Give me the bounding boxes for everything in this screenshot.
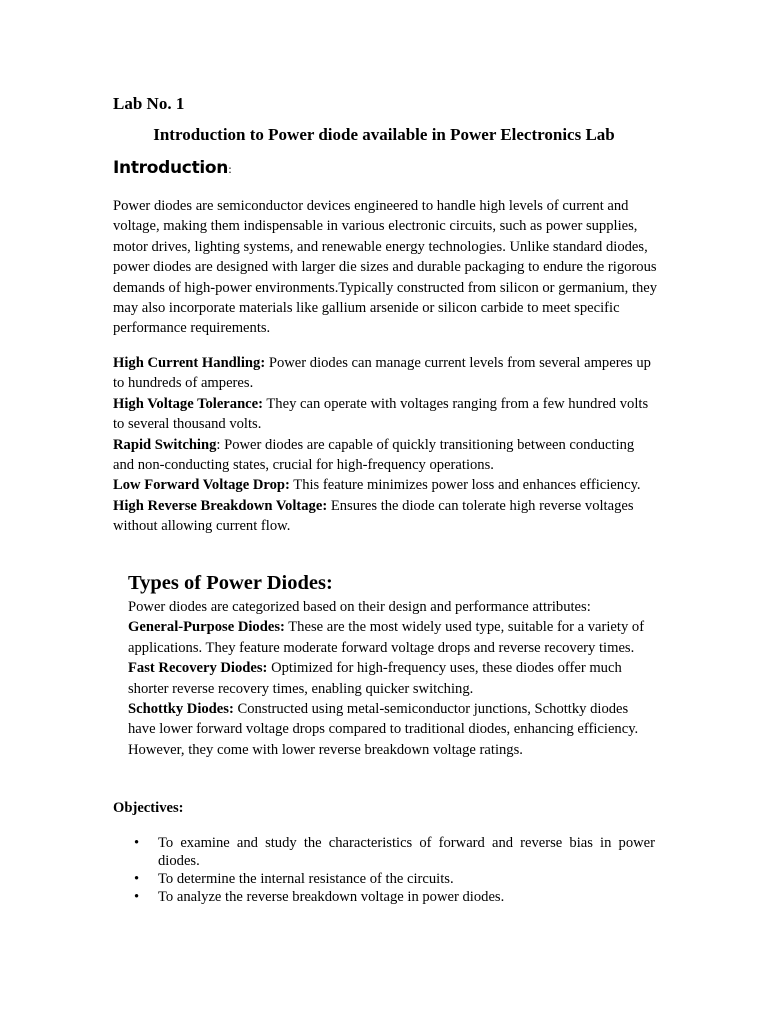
feature-text-current: Power diodes can manage current levels from several amperes up to hundreds of amperes. <box>113 355 651 392</box>
feature-term-reverse-breakdown: High Reverse Breakdown Voltage: <box>113 497 328 514</box>
bullet-icon: • <box>134 889 140 905</box>
feature-term-voltage: High Voltage Tolerance: <box>113 395 263 412</box>
type-text-general-purpose: These are the most widely used type, suitable for a variety of applications. They feature moderate forward voltage drops and reverse recovery times. <box>128 619 645 656</box>
list-item <box>113 888 655 906</box>
bullet-icon: • <box>134 835 140 851</box>
type-general-purpose <box>128 617 658 658</box>
lab-number: Lab No. 1 <box>113 94 185 113</box>
introduction-heading <box>113 156 232 182</box>
feature-term-current: High Current Handling: <box>113 355 266 371</box>
features-paragraph <box>113 353 658 537</box>
feature-text-forward-drop: This feature minimizes power loss and enhances efficiency. <box>289 477 656 494</box>
types-heading: Types of Power Diodes: <box>128 572 333 594</box>
feature-term-switching: Rapid Switching <box>113 436 217 453</box>
objective-text: To determine the internal resistance of the circuits. <box>158 871 454 887</box>
objective-text: To analyze the reverse breakdown voltage in power diodes. <box>158 889 505 905</box>
type-text-fast-recovery: Optimized for high-frequency uses, these diodes offer much shorter reverse recovery times, enabling quicker switching. <box>128 660 622 697</box>
objectives-list <box>113 834 655 906</box>
type-term-schottky: Schottky Diodes: <box>128 701 234 718</box>
objective-text: To examine and study the characteristics of forward and reverse bias in power diodes. <box>158 835 655 869</box>
feature-text-reverse-breakdown: Ensures the diode can tolerate high reverse voltages without allowing current flow. <box>113 497 634 535</box>
bullet-icon: • <box>134 871 140 887</box>
types-section <box>128 570 658 760</box>
type-term-general-purpose: General-Purpose Diodes: <box>128 619 285 636</box>
feature-text-switching: : Power diodes are capable of quickly transitioning between conducting and non-conducting states, crucial for high-frequency operations. <box>113 436 635 474</box>
type-text-schottky: Constructed using metal-semiconductor junctions, Schottky diodes have lower forward voltage drops compared to traditional diodes, enhancing efficiency. However, they come with lower reverse breakdown voltage ratings. <box>128 701 639 758</box>
type-schottky <box>128 699 658 760</box>
introduction-paragraph: Power diodes are semiconductor devices engineered to handle high levels of current and voltage, making them indispensable in various electronic circuits, such as power supplies, motor drives, lighting systems, and renewable energy technologies. Unlike standard diodes, power diodes are designed with larger die sizes and durable packaging to endure the rigorous demands of high-power environments.Typically constructed from silicon or germanium, they may also incorporate materials like gallium arsenide or silicon carbide to meet specific performance requirements. <box>113 198 658 337</box>
introduction-heading-text: Introduction <box>113 158 229 178</box>
list-item <box>113 870 655 888</box>
type-term-fast-recovery: Fast Recovery Diodes: <box>128 660 268 677</box>
introduction-heading-colon: : <box>228 163 232 176</box>
feature-term-forward-drop: Low Forward Voltage Drop: <box>113 477 290 494</box>
objectives-heading: Objectives: <box>113 800 184 816</box>
types-intro: Power diodes are categorized based on their design and performance attributes: <box>128 599 591 615</box>
list-item <box>113 834 655 870</box>
document-title: Introduction to Power diode available in Power Electronics Lab <box>153 125 615 144</box>
feature-text-voltage: They can operate with voltages ranging from a few hundred volts to several thousand volts. <box>113 395 649 433</box>
type-fast-recovery <box>128 658 658 699</box>
